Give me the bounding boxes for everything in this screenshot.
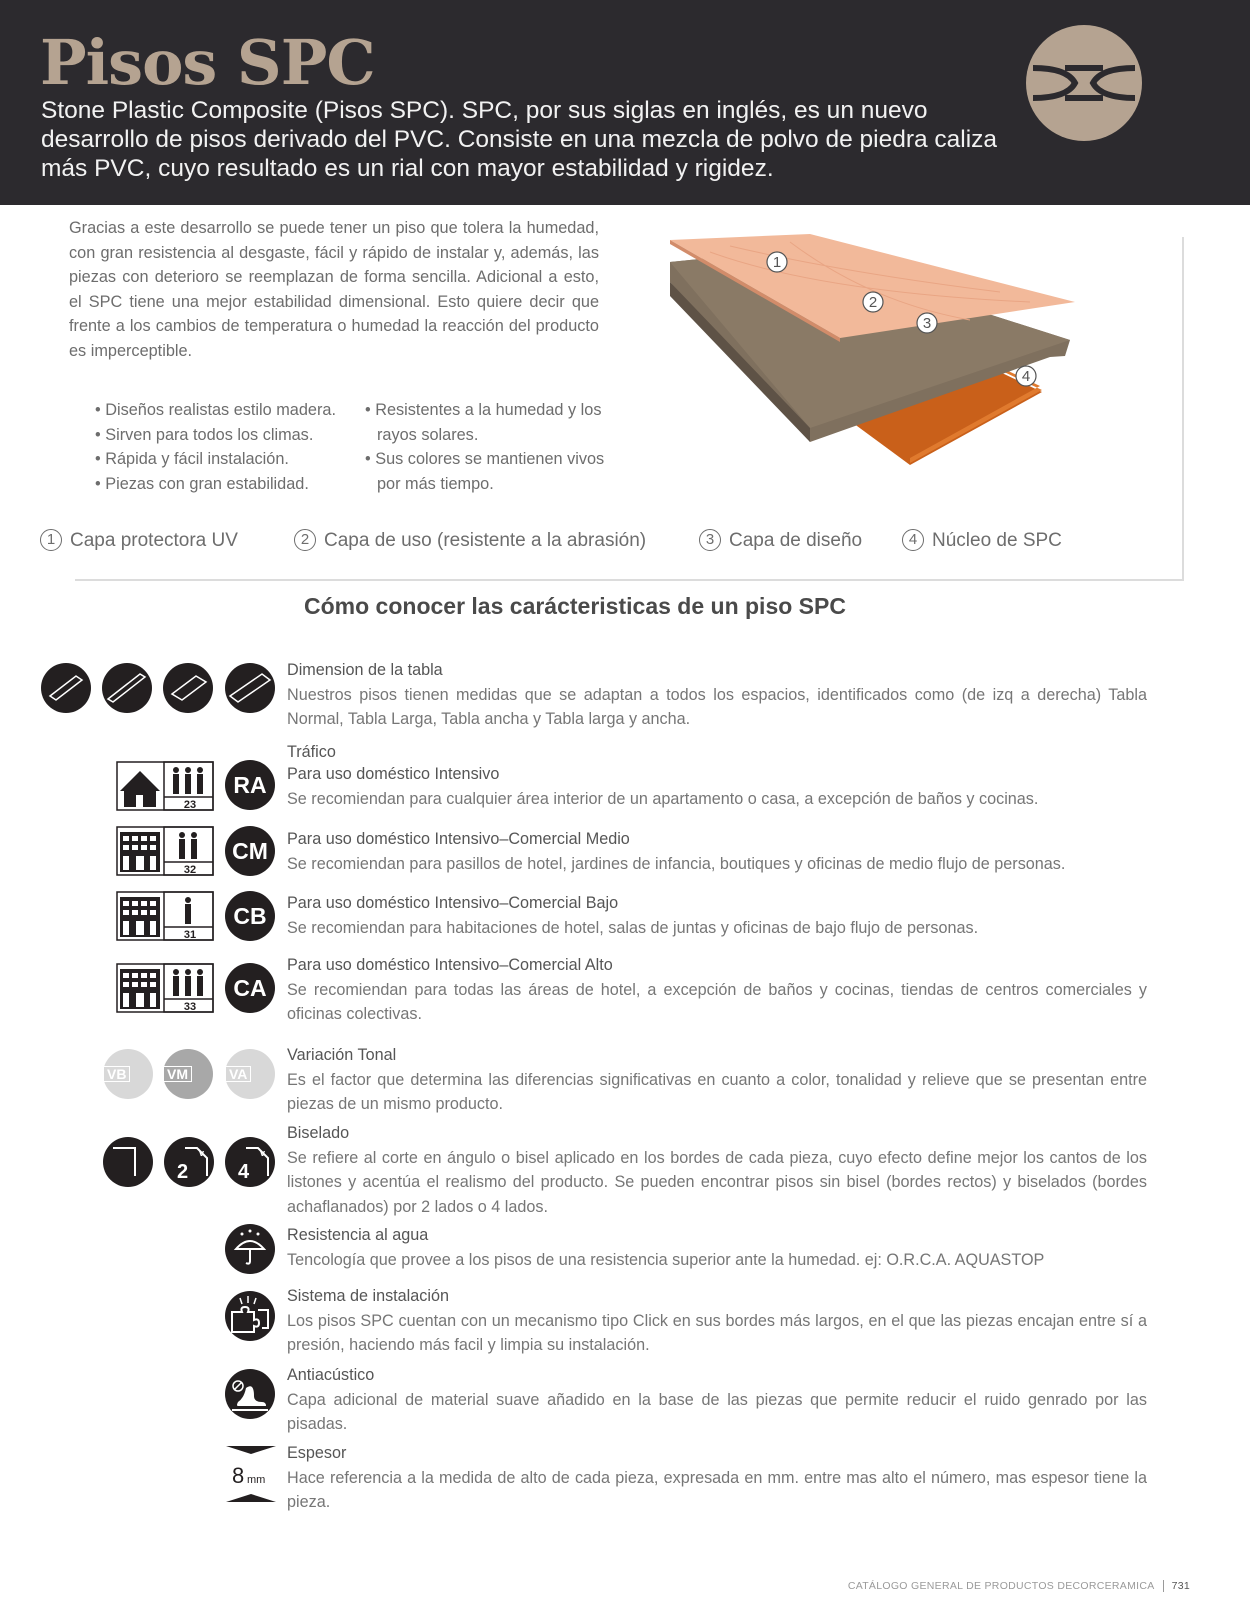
feature-title: Resistencia al agua <box>287 1226 429 1244</box>
intro-paragraph: Gracias a este desarrollo se puede tener un piso que tolera la humedad, con gran resistencia al desgaste, fácil y rápido de instalar y, además, las piezas con deterioro se reemplazan de forma sencilla. Adicional a esto, el SPC tiene una mejor estabilidad dimensional. Esto quiere decir que frente a los cambios de temperatura o humedad la reacción del producto es imperceptible. <box>69 219 599 360</box>
list-item: • Diseños realistas estilo madera. <box>95 401 336 419</box>
feature-title: Para uso doméstico Intensivo–Comercial Alto <box>287 956 613 974</box>
bevel-count: 4 <box>238 1161 250 1183</box>
board-dimension-icons <box>40 662 276 714</box>
feature-biselado <box>287 1121 1147 1219</box>
spc-layers-diagram <box>670 232 1105 472</box>
feature-title: Antiacústico <box>287 1366 375 1384</box>
list-item: • Resistentes a la humedad y los rayos solares. <box>365 401 602 444</box>
cm-badge: CM <box>225 826 275 876</box>
feature-title: Tráfico <box>287 743 336 761</box>
legend-label: Núcleo de SPC <box>932 530 1062 551</box>
feature-text: Se refiere al corte en ángulo o bisel aplicado en los bordes de cada pieza, cuyo efecto define mejor los cantos de los listones y acentúa el realismo del producto. Se pueden encontrar pisos sin bisel (bordes rectos) y biselados (bordes achaflanados) por 2 lados o 4 lados. <box>287 1148 1147 1216</box>
feature-cm <box>287 827 1147 876</box>
feature-text: Los pisos SPC cuentan con un mecanismo tipo Click en sus bordes más largos, en el que las piezas encajan entre sí a presión, haciendo más facil y limpia su instalación. <box>287 1311 1147 1354</box>
legend-nucleo <box>902 528 1062 554</box>
legend-number: 3 <box>699 529 721 551</box>
tone-code: VB <box>103 1066 130 1082</box>
list-item: • Rápida y fácil instalación. <box>95 450 289 468</box>
bevel-2-icon <box>164 1137 214 1187</box>
feature-trafico-title <box>287 740 1147 765</box>
feature-text: Nuestros pisos tienen medidas que se adaptan a todos los espacios, identificados como (de izq a derecha) Tabla Normal, Tabla Larga, Tabla ancha y Tabla larga y ancha. <box>287 685 1147 728</box>
bevel-4-icon <box>225 1137 275 1187</box>
feature-title: Variación Tonal <box>287 1046 397 1064</box>
feature-text: Capa adicional de material suave añadido en la base de las piezas que permite reducir el ruido genrado por las pisadas. <box>287 1390 1147 1433</box>
list-item: • Sus colores se mantienen vivos por más tiempo. <box>365 450 605 493</box>
residential-traffic-icon <box>116 761 214 813</box>
feature-dimension <box>287 658 1147 732</box>
feature-espesor <box>287 1441 1147 1515</box>
legend-diseno <box>699 528 862 554</box>
feature-text: Se recomiendan para cualquier área interior de un apartamento o casa, a excepción de baños y cocinas. <box>287 789 1039 808</box>
acoustic-icon <box>224 1368 276 1420</box>
list-item: • Piezas con gran estabilidad. <box>95 474 309 493</box>
commercial-high-traffic-icon <box>116 963 214 1015</box>
cb-badge: CB <box>225 891 275 941</box>
legend-number: 4 <box>902 529 924 551</box>
bevel-count: 2 <box>177 1161 189 1183</box>
feature-ra <box>287 762 1147 811</box>
tone-vm-icon <box>163 1049 213 1099</box>
tone-vb-icon <box>103 1049 153 1099</box>
feature-text: Es el factor que determina las diferencias significativas en cuanto a color, tonalidad y relieve que se presentan entre piezas de un mismo producto. <box>287 1070 1147 1113</box>
feature-tonal <box>287 1043 1147 1117</box>
legend-number: 1 <box>40 529 62 551</box>
click-install-icon <box>224 1290 276 1342</box>
list-item: • Sirven para todos los climas. <box>95 425 314 444</box>
feature-ca <box>287 953 1147 1027</box>
page-number: 731 <box>1163 1580 1190 1592</box>
legend-label: Capa protectora UV <box>70 530 238 551</box>
feature-agua <box>287 1223 1147 1272</box>
feature-text: Tencología que provee a los pisos de una resistencia superior ante la humedad. ej: O.R.C.A. AQUASTOP <box>287 1250 1045 1269</box>
legend-uso <box>294 528 646 554</box>
traffic-rating: 32 <box>183 864 197 876</box>
commercial-low-traffic-icon <box>116 891 214 943</box>
tone-code: VA <box>225 1066 251 1082</box>
feature-text: Se recomiendan para todas las áreas de hotel, a excepción de baños y cocinas, tiendas de centros comerciales y oficinas colectivas. <box>287 980 1147 1023</box>
feature-title: Para uso doméstico Intensivo <box>287 765 500 783</box>
diagram-number-2: 2 <box>868 294 878 311</box>
feature-title: Biselado <box>287 1124 350 1142</box>
feature-text: Hace referencia a la medida de alto de cada pieza, expresada en mm. entre mas alto el número, mas espesor tiene la pieza. <box>287 1468 1147 1511</box>
tone-code: VM <box>163 1066 192 1082</box>
page-subtitle: Stone Plastic Composite (Pisos SPC). SPC, por sus siglas en inglés, es un nuevo desarrollo de pisos derivado del PVC. Consiste en una mezcla de polvo de piedra caliza más PVC, cuyo resultado es un rial con mayor estabilidad y rigidez. <box>41 97 998 182</box>
traffic-rating: 31 <box>183 929 197 941</box>
page-footer <box>848 1580 1190 1592</box>
feature-title: Para uso doméstico Intensivo–Comercial Medio <box>287 830 630 848</box>
brand-logo-icon <box>1025 24 1143 142</box>
no-bevel-icon <box>103 1137 153 1187</box>
traffic-rating: 33 <box>183 1001 197 1013</box>
svg-text:v: v <box>199 1148 205 1158</box>
svg-text:v: v <box>260 1148 266 1158</box>
diagram-number-4: 4 <box>1021 368 1031 385</box>
board-wide-icon <box>163 663 213 713</box>
feature-title: Para uso doméstico Intensivo–Comercial Bajo <box>287 894 619 912</box>
feature-instalacion <box>287 1284 1147 1358</box>
legend-label: Capa de diseño <box>729 530 863 551</box>
section-title: Cómo conocer las carácteristicas de un piso SPC <box>304 593 846 619</box>
traffic-rating: 23 <box>183 799 197 811</box>
ra-badge: RA <box>225 760 275 810</box>
tone-va-icon <box>225 1049 275 1099</box>
diagram-number-1: 1 <box>772 254 782 271</box>
page-title: Pisos SPC <box>40 26 375 99</box>
catalog-name: CATÁLOGO GENERAL DE PRODUCTOS DECORCERAMICA <box>847 1580 1155 1592</box>
legend-number: 2 <box>294 529 316 551</box>
water-resistance-icon <box>224 1223 276 1275</box>
legend-label: Capa de uso (resistente a la abrasión) <box>324 530 647 551</box>
feature-cb <box>287 891 1147 940</box>
ca-badge: CA <box>225 963 275 1013</box>
board-long-icon <box>102 663 152 713</box>
feature-title: Espesor <box>287 1444 347 1462</box>
thickness-unit: mm <box>247 1474 266 1486</box>
board-long-wide-icon <box>225 663 275 713</box>
commercial-medium-traffic-icon <box>116 826 214 878</box>
board-normal-icon <box>41 663 91 713</box>
feature-title: Sistema de instalación <box>287 1287 449 1305</box>
thickness-value: 8 <box>232 1463 245 1488</box>
legend-uv <box>40 528 238 554</box>
feature-text: Se recomiendan para pasillos de hotel, jardines de infancia, boutiques y oficinas de medio flujo de personas. <box>287 854 1066 873</box>
thickness-icon <box>224 1444 278 1504</box>
feature-antiacustico <box>287 1363 1147 1437</box>
diagram-number-3: 3 <box>922 315 932 332</box>
feature-text: Se recomiendan para habitaciones de hotel, salas de juntas y oficinas de bajo flujo de personas. <box>287 918 979 937</box>
feature-title: Dimension de la tabla <box>287 661 443 679</box>
bevel-icons <box>103 1136 275 1188</box>
